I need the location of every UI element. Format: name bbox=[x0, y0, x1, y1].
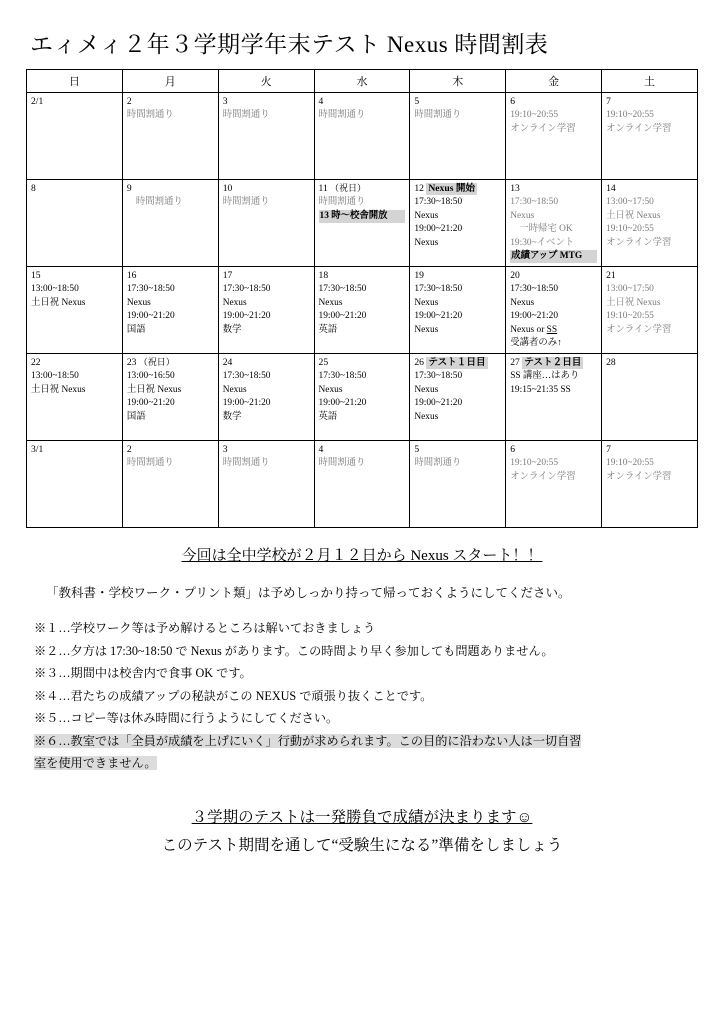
calendar-header-row bbox=[27, 70, 698, 93]
day-cell-content bbox=[219, 93, 314, 125]
calendar-day-cell bbox=[218, 180, 314, 267]
day-entry-line: 19:10~20:55 bbox=[606, 110, 654, 121]
day-entry-line: 13:00~16:50 bbox=[126, 371, 175, 382]
calendar-day-cell bbox=[27, 354, 123, 441]
day-entry-line: 17:30~18:50 bbox=[126, 284, 175, 295]
calendar-weekday-header: 金 bbox=[506, 70, 602, 93]
day-number: 3 bbox=[222, 444, 228, 455]
day-entry-line: 土日祝 Nexus bbox=[31, 384, 86, 395]
calendar-header bbox=[27, 70, 698, 93]
day-entry-line: 時間割通り bbox=[126, 110, 174, 121]
day-entry-line: Nexus bbox=[222, 297, 247, 308]
day-number: 8 bbox=[31, 183, 36, 194]
day-cell-content bbox=[27, 93, 122, 111]
calendar-day-cell bbox=[314, 180, 410, 267]
calendar-weekday-header: 火 bbox=[218, 70, 314, 93]
calendar-day-cell bbox=[27, 180, 123, 267]
day-number: 2/1 bbox=[31, 96, 44, 107]
day-cell-content bbox=[602, 180, 697, 252]
day-cell-content bbox=[506, 267, 601, 352]
calendar-day-cell bbox=[122, 441, 218, 528]
calendar-weekday-header: 水 bbox=[314, 70, 410, 93]
day-cell-content bbox=[410, 354, 505, 426]
day-entry-line: 19:00~21:20 bbox=[318, 398, 367, 409]
day-entry-line: 19:30~イベント bbox=[510, 237, 575, 248]
calendar-day-cell bbox=[314, 354, 410, 441]
day-entry-line: 17:30~18:50 bbox=[414, 197, 463, 208]
day-number: 5 bbox=[414, 444, 420, 455]
calendar-weekday-header: 月 bbox=[122, 70, 218, 93]
day-entry-line: 土日祝 Nexus bbox=[126, 384, 182, 395]
day-entry-line: 13:00~18:50 bbox=[31, 371, 79, 382]
day-entry-line: 13:00~18:50 bbox=[31, 284, 79, 295]
day-number: 7 bbox=[606, 444, 611, 455]
day-number: 22 bbox=[31, 357, 41, 368]
calendar-day-cell bbox=[218, 441, 314, 528]
day-number: 25 bbox=[318, 357, 329, 368]
day-entry-line: 19:00~21:20 bbox=[510, 311, 559, 322]
calendar-day-cell bbox=[602, 354, 698, 441]
calendar-day-cell bbox=[218, 93, 314, 180]
calendar-week-row bbox=[27, 267, 698, 354]
calendar-day-cell bbox=[602, 93, 698, 180]
day-entry-line: 17:30~18:50 bbox=[414, 371, 463, 382]
calendar-day-cell bbox=[410, 180, 506, 267]
day-number: 2 bbox=[126, 444, 132, 455]
day-cell-content bbox=[27, 180, 122, 198]
day-entry-line: 19:10~20:55 bbox=[606, 224, 654, 235]
day-entry-line: Nexus bbox=[414, 237, 439, 248]
note-text: ※６…教室では「全員が成績を上げにいく」行動が求められます。この目的に沿わない人は一切自習 bbox=[34, 733, 582, 748]
calendar-day-cell bbox=[27, 267, 123, 354]
day-cell-content bbox=[219, 267, 314, 339]
calendar-day-cell bbox=[602, 441, 698, 528]
day-number: 15 bbox=[31, 270, 41, 281]
calendar-day-cell bbox=[218, 267, 314, 354]
day-event-tag: テスト２日目 bbox=[524, 357, 582, 368]
calendar-week-row bbox=[27, 93, 698, 180]
day-entry-line: Nexus bbox=[510, 297, 535, 308]
day-entry-line: オンライン学習 bbox=[606, 237, 672, 248]
day-cell-content bbox=[410, 93, 505, 125]
day-number: 5 bbox=[414, 96, 420, 107]
holiday-label: （祝日） bbox=[136, 357, 175, 367]
day-number: 7 bbox=[606, 96, 611, 107]
day-entry-line: 13:00~17:50 bbox=[606, 284, 654, 295]
day-entry-line: 時間割通り bbox=[126, 458, 174, 469]
day-cell-content bbox=[27, 267, 122, 312]
calendar-day-cell bbox=[27, 93, 123, 180]
day-cell-content bbox=[123, 441, 218, 473]
day-entry-line: Nexus bbox=[414, 210, 439, 221]
day-number: 18 bbox=[318, 270, 329, 281]
day-entry-line: 土日祝 Nexus bbox=[31, 297, 86, 308]
day-entry-line: 時間割通り bbox=[318, 110, 366, 121]
day-entry-line: 17:30~18:50 bbox=[318, 284, 367, 295]
day-entry-line: Nexus bbox=[318, 384, 343, 395]
day-cell-content bbox=[602, 354, 697, 372]
day-entry-line: 成績アップ MTG bbox=[510, 250, 597, 263]
day-number: 6 bbox=[510, 96, 516, 107]
note-item bbox=[34, 730, 698, 753]
day-cell-content bbox=[123, 354, 218, 426]
day-number: 11 （祝日） bbox=[318, 183, 367, 194]
calendar-day-cell bbox=[314, 267, 410, 354]
note-text: ※２…夕方は 17:30~18:50 で Nexus があります。この時間より早く参加しても問題ありません。 bbox=[34, 643, 554, 658]
day-entry-line: Nexus bbox=[510, 210, 535, 221]
day-entry-line: 土日祝 Nexus bbox=[606, 297, 661, 308]
day-cell-content bbox=[123, 93, 218, 125]
notes-list bbox=[34, 617, 698, 775]
calendar-body bbox=[27, 93, 698, 528]
underlined-term: SS bbox=[546, 324, 558, 335]
note-text: ※５…コピー等は休み時間に行うようにしてください。 bbox=[34, 711, 339, 726]
calendar-weekday-header: 木 bbox=[410, 70, 506, 93]
closing-line-1: ３学期のテストは一発勝負で成績が決まります☺ bbox=[191, 808, 533, 826]
day-number: 26 テスト１日目 bbox=[414, 357, 486, 368]
calendar-day-cell bbox=[410, 93, 506, 180]
day-entry-line: Nexus bbox=[318, 297, 343, 308]
day-entry-line: Nexus bbox=[126, 297, 151, 308]
day-number: 14 bbox=[606, 183, 616, 194]
day-cell-content bbox=[219, 354, 314, 426]
day-entry-line: 時間割通り bbox=[414, 110, 462, 121]
day-number: 3 bbox=[222, 96, 228, 107]
day-entry-line: 17:30~18:50 bbox=[414, 284, 463, 295]
day-number: 19 bbox=[414, 270, 424, 281]
day-entry-line: 19:10~20:55 bbox=[606, 311, 654, 322]
day-entry-line: 一時帰宅 OK bbox=[519, 224, 573, 235]
day-number: 20 bbox=[510, 270, 520, 281]
day-cell-content bbox=[315, 267, 410, 339]
day-entry-line: 数学 bbox=[222, 324, 242, 335]
note-item bbox=[34, 685, 698, 708]
day-entry-line: 19:10~20:55 bbox=[606, 458, 654, 469]
day-entry-line: オンライン学習 bbox=[606, 123, 672, 134]
day-entry-line: 時間割通り bbox=[414, 458, 462, 469]
day-entry-line: 17:30~18:50 bbox=[510, 284, 559, 295]
day-entry-line: 土日祝 Nexus bbox=[606, 210, 661, 221]
calendar-day-cell bbox=[506, 441, 602, 528]
note-item bbox=[34, 662, 698, 685]
day-entry-line: 19:00~21:20 bbox=[222, 398, 271, 409]
day-entry-line: 19:10~20:55 bbox=[510, 458, 559, 469]
day-entry-line: 時間割通り bbox=[222, 110, 270, 121]
calendar-day-cell bbox=[122, 180, 218, 267]
day-entry-line: Nexus bbox=[222, 384, 247, 395]
calendar-day-cell bbox=[506, 180, 602, 267]
calendar-day-cell bbox=[506, 267, 602, 354]
day-number: 3/1 bbox=[31, 444, 44, 455]
note-item bbox=[34, 617, 698, 640]
day-cell-content bbox=[219, 441, 314, 473]
note-text: 室を使用できません。 bbox=[34, 756, 157, 771]
day-number: 9 bbox=[126, 183, 132, 194]
note-text: ※４…君たちの成績アップの秘訣がこの NEXUS で頑張り抜くことです。 bbox=[34, 688, 433, 703]
day-number: 17 bbox=[222, 270, 233, 281]
closing-line-2: このテスト期間を通して“受験生になる”準備をしましょう bbox=[161, 836, 563, 854]
day-number: 28 bbox=[606, 357, 616, 368]
day-entry-line: 19:10~20:55 bbox=[510, 110, 559, 121]
calendar-day-cell bbox=[410, 441, 506, 528]
day-event-tag: テスト１日目 bbox=[428, 357, 486, 368]
day-entry-line: オンライン学習 bbox=[606, 324, 672, 335]
calendar-day-cell bbox=[314, 441, 410, 528]
day-entry-line: Nexus or SS bbox=[510, 324, 558, 335]
day-cell-content bbox=[123, 267, 218, 339]
note-text: ※３…期間中は校舎内で食事 OK です。 bbox=[34, 666, 252, 681]
day-entry-line: 数学 bbox=[222, 411, 242, 422]
calendar-day-cell bbox=[602, 180, 698, 267]
day-number: 10 bbox=[222, 183, 233, 194]
note-item bbox=[34, 640, 698, 663]
day-entry-line: 時間割通り bbox=[222, 458, 270, 469]
day-number: 24 bbox=[222, 357, 233, 368]
day-cell-content bbox=[410, 267, 505, 339]
day-entry-line: 19:00~21:20 bbox=[414, 224, 463, 235]
day-number: 23 （祝日） bbox=[126, 357, 175, 368]
day-entry-line: オンライン学習 bbox=[606, 471, 672, 482]
day-cell-content bbox=[27, 441, 122, 459]
day-entry-line: 17:30~18:50 bbox=[510, 197, 559, 208]
calendar-day-cell bbox=[410, 354, 506, 441]
calendar-day-cell bbox=[410, 267, 506, 354]
day-entry-line: 時間割通り bbox=[222, 197, 270, 208]
closing-block bbox=[26, 805, 698, 855]
day-entry-line: 英語 bbox=[318, 411, 338, 422]
day-number: 13 bbox=[510, 183, 520, 194]
day-entry-line: 時間割通り bbox=[135, 197, 183, 208]
calendar-week-row bbox=[27, 180, 698, 267]
day-entry-line: 国語 bbox=[126, 411, 146, 422]
day-number: 21 bbox=[606, 270, 616, 281]
note-item bbox=[34, 752, 698, 775]
day-entry-line: 時間割通り bbox=[318, 458, 366, 469]
calendar-day-cell bbox=[27, 441, 123, 528]
day-entry-line: 19:00~21:20 bbox=[126, 311, 175, 322]
day-entry-line: 時間割通り bbox=[318, 197, 366, 208]
day-entry-line: SS 講座…はあり bbox=[510, 371, 580, 382]
day-entry-line: Nexus bbox=[414, 384, 439, 395]
calendar-day-cell bbox=[122, 354, 218, 441]
day-entry-line: 19:00~21:20 bbox=[222, 311, 271, 322]
calendar-day-cell bbox=[314, 93, 410, 180]
calendar-week-row bbox=[27, 441, 698, 528]
calendar-weekday-header: 日 bbox=[27, 70, 123, 93]
page-title: エィメィ２年３学期学年末テスト Nexus 時間割表 bbox=[30, 32, 549, 57]
day-entry-line: 13 時〜校舎開放 bbox=[319, 210, 406, 223]
day-number: 12 Nexus 開始 bbox=[414, 183, 476, 194]
calendar-weekday-header: 土 bbox=[602, 70, 698, 93]
day-cell-content bbox=[506, 180, 601, 265]
day-entry-line: Nexus bbox=[414, 411, 439, 422]
calendar-day-cell bbox=[506, 354, 602, 441]
day-entry-line: 19:15~21:35 SS bbox=[510, 384, 571, 395]
day-entry-line: 17:30~18:50 bbox=[222, 284, 271, 295]
holiday-label: （祝日） bbox=[327, 183, 367, 193]
day-number: 16 bbox=[126, 270, 137, 281]
day-entry-line: Nexus bbox=[414, 297, 439, 308]
day-entry-line: 19:00~21:20 bbox=[414, 311, 463, 322]
day-cell-content bbox=[506, 441, 601, 486]
day-cell-content bbox=[506, 354, 601, 399]
day-entry-line: 13:00~17:50 bbox=[606, 197, 654, 208]
day-cell-content bbox=[123, 180, 218, 212]
day-cell-content bbox=[410, 180, 505, 252]
day-cell-content bbox=[506, 93, 601, 138]
lead-text: 今回は全中学校が２月１２日から Nexus スタート！！ bbox=[181, 548, 543, 564]
day-cell-content bbox=[410, 441, 505, 473]
day-entry-line: オンライン学習 bbox=[510, 471, 576, 482]
day-entry-line: オンライン学習 bbox=[510, 123, 576, 134]
day-cell-content bbox=[602, 441, 697, 486]
day-cell-content bbox=[315, 93, 410, 125]
day-cell-content bbox=[219, 180, 314, 212]
day-event-tag: Nexus 開始 bbox=[428, 183, 476, 194]
day-entry-line: 受講者のみ↑ bbox=[510, 337, 562, 348]
day-entry-line: 17:30~18:50 bbox=[318, 371, 367, 382]
calendar-day-cell bbox=[122, 93, 218, 180]
calendar-day-cell bbox=[122, 267, 218, 354]
note-item bbox=[34, 707, 698, 730]
day-number: 4 bbox=[318, 96, 324, 107]
schedule-calendar bbox=[26, 69, 698, 528]
day-cell-content bbox=[315, 441, 410, 473]
day-number: 4 bbox=[318, 444, 324, 455]
instruction-paragraph: 「教科書・学校ワーク・プリント類」は予めしっかり持って帰っておくようにしてください。 bbox=[46, 586, 571, 600]
day-cell-content bbox=[315, 180, 410, 225]
day-entry-line: Nexus bbox=[414, 324, 439, 335]
calendar-day-cell bbox=[218, 354, 314, 441]
note-text: ※１…学校ワーク等は予め解けるところは解いておきましょう bbox=[34, 621, 376, 635]
day-entry-line: 19:00~21:20 bbox=[414, 398, 463, 409]
day-cell-content bbox=[27, 354, 122, 399]
day-entry-line: 19:00~21:20 bbox=[126, 398, 175, 409]
day-number: 2 bbox=[126, 96, 132, 107]
day-cell-content bbox=[315, 354, 410, 426]
day-entry-line: 英語 bbox=[318, 324, 338, 335]
day-entry-line: 国語 bbox=[126, 324, 146, 335]
day-entry-line: 19:00~21:20 bbox=[318, 311, 367, 322]
day-cell-content bbox=[602, 93, 697, 138]
calendar-week-row bbox=[27, 354, 698, 441]
day-number: 27 テスト２日目 bbox=[510, 357, 582, 368]
day-number: 6 bbox=[510, 444, 516, 455]
calendar-day-cell bbox=[602, 267, 698, 354]
day-entry-line: 17:30~18:50 bbox=[222, 371, 271, 382]
day-cell-content bbox=[602, 267, 697, 339]
calendar-day-cell bbox=[506, 93, 602, 180]
